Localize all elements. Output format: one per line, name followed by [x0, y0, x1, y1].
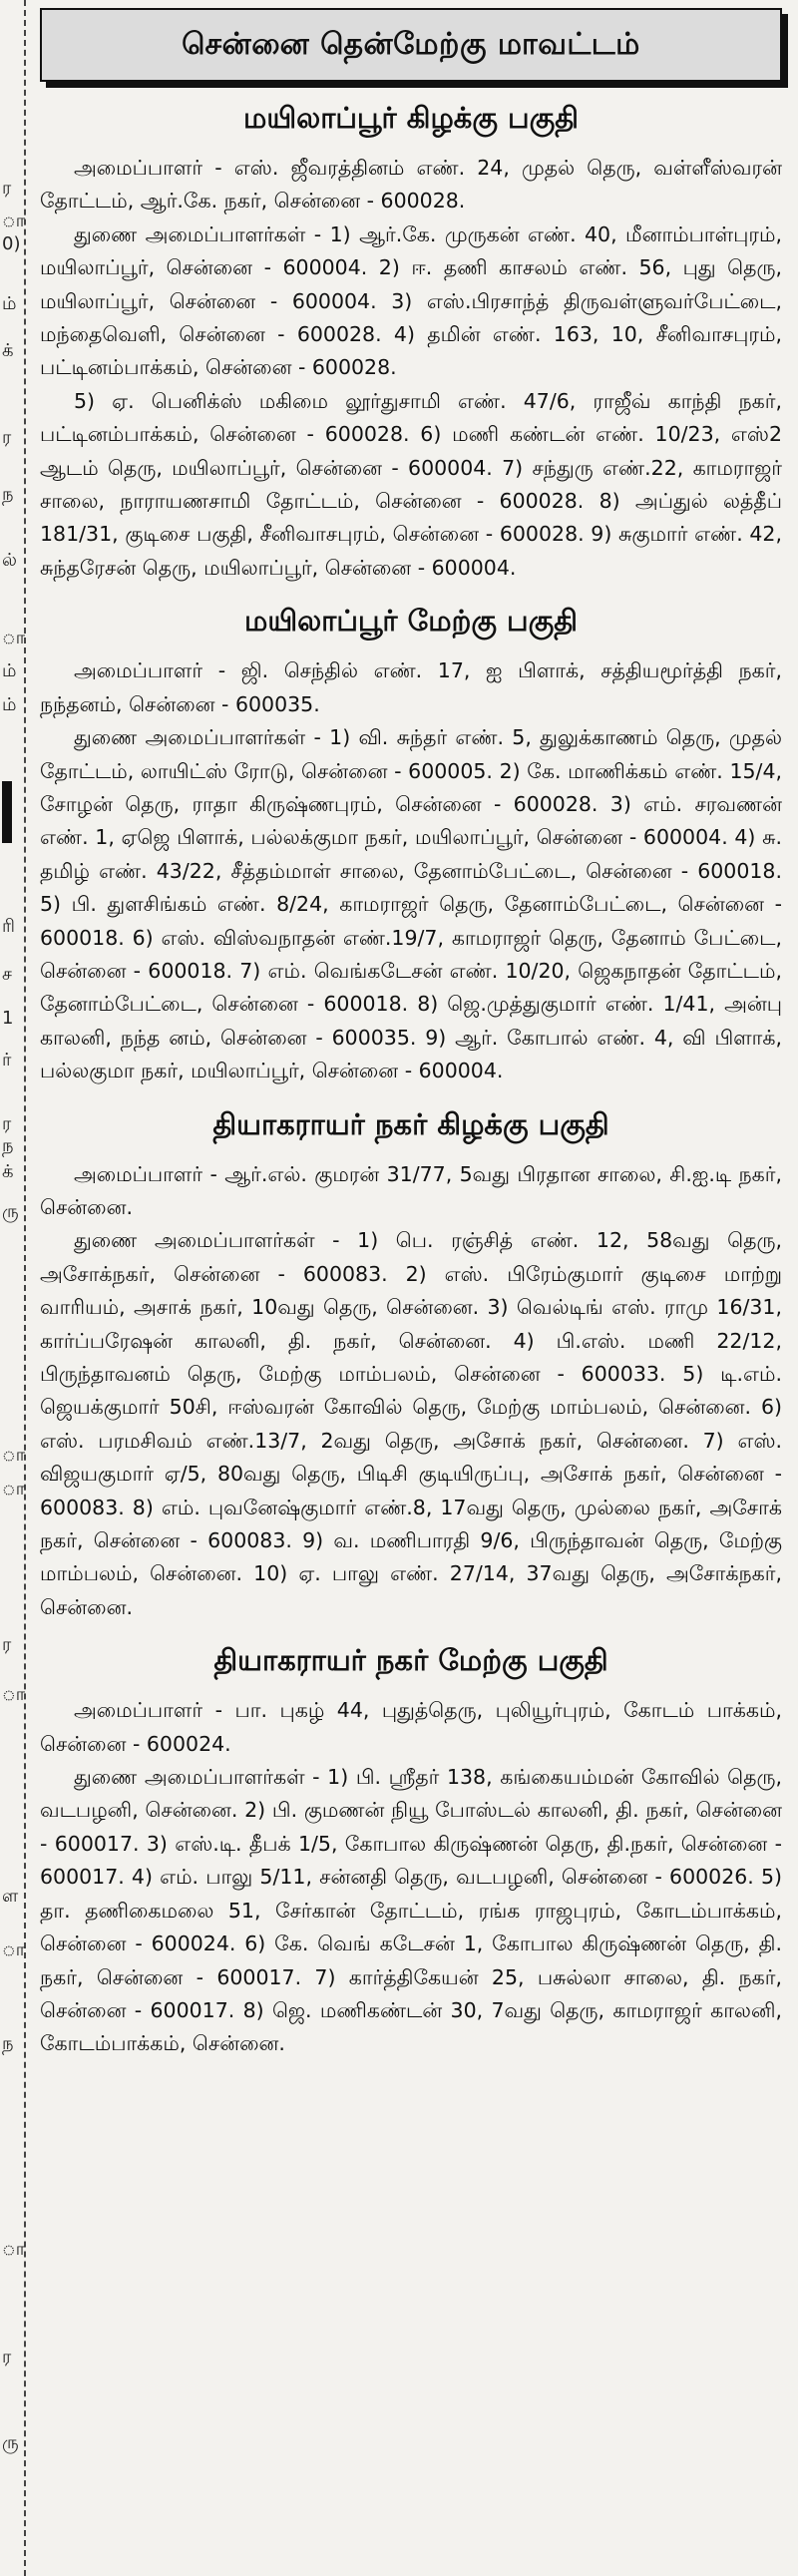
- organizer-paragraph: அமைப்பாளர் - ஆர்.எல். குமரன் 31/77, 5வது பிரதான சாலை, சி.ஐ.டி நகர், சென்னை.: [40, 1161, 782, 1219]
- organizer-paragraph: அமைப்பாளர் - ஜி. செந்தில் எண். 17, ஐ பிளாக், சத்தியமூர்த்தி நகர், நந்தனம், சென்னை - 600035.: [40, 658, 782, 716]
- section-heading: மயிலாப்பூர் கிழக்கு பகுதி: [243, 101, 579, 135]
- gutter-glyph: ர: [2, 2347, 12, 2367]
- deputy-organizers-paragraph: துணை அமைப்பாளர்கள் - 1) ஆர்.கே. முருகன் எண். 40, மீனாம்பாள்புரம், மயிலாப்பூர், சென்னை - 600004. 2) ஈ. தணி காசலம் எண். 56, புது தெரு, மயிலாப்பூர், சென்னை - 600004. 3) எஸ்.பிரசாந்த் திருவள்ளுவர்பேட்டை, மந்தைவெளி, சென்னை - 600028. 4) தமின் எண். 163, 10, சீனிவாசபுரம், பட்டினம்பாக்கம், சென்னை - 600028.: [40, 221, 782, 380]
- gutter-glyph: ந: [2, 2033, 14, 2054]
- gutter-glyph: ா: [2, 628, 26, 648]
- gutter-glyph: ா: [2, 1939, 26, 1960]
- deputy-organizers-paragraph: துணை அமைப்பாளர்கள் - 1) பெ. ரஞ்சித் எண். 12, 58வது தெரு, அசோக்நகர், சென்னை - 600083. 2) எஸ். பிரேம்குமார் குடிசை மாற்று வாரியம், அசாக் நகர், 10வது தெரு, சென்னை. 3) வெல்டிங் எஸ். ராமு 16/31, கார்ப்பரேஷன் காலனி, தி. நகர், சென்னை. 4) பி.எஸ். மணி 22/12, பிருந்தாவனம் தெரு, மேற்கு மாம்பலம், சென்னை - 600033. 5) டி.எம். ஜெயக்குமார் 50சி, ஈஸ்வரன் கோவில் தெரு, மேற்கு மாம்பலம், சென்னை. 6) எஸ். பரமசிவம் எண்.13/7, 2வது தெரு, அசோக் நகர், சென்னை. 7) எஸ். விஜயகுமார் ஏ/5, 80வது தெரு, பிடிசி குடியிருப்பு, அசோக் நகர், சென்னை - 600083. 8) எம். புவனேஷ்குமார் எண்.8, 17வது தெரு, முல்லை நகர், அசோக் நகர், சென்னை - 600083. 9) வ. மணிபாரதி 9/6, பிருந்தாவன் தெரு, மேற்கு மாம்பலம், சென்னை. 10) ஏ. பாலு எண். 27/14, 37வது தெரு, அசோக்நகர், சென்னை.: [40, 1228, 782, 1619]
- gutter-glyph: ள: [2, 1886, 19, 1907]
- section-heading: தியாகராயர் நகர் கிழக்கு பகுதி: [212, 1106, 609, 1141]
- gutter-glyph: ா: [2, 1479, 26, 1500]
- deputy-organizers-paragraph: துணை அமைப்பாளர்கள் - 1) பி. ஸ்ரீதர் 138, கங்கையம்மன் கோவில் தெரு, வடபழனி, சென்னை. 2) பி. குமணன் நியூ போஸ்டல் காலனி, தி. நகர், சென்னை - 600017. 3) எஸ்.டி. தீபக் 1/5, கோபால கிருஷ்ணன் தெரு, தி.நகர், சென்னை - 600017. 4) எம். பாலு 5/11, சன்னதி தெரு, வடபழனி, சென்னை - 600026. 5) தா. தணிகைமலை 51, சேர்கான் தோட்டம், ரங்க ராஜபுரம், கோடம்பாக்கம், சென்னை - 600024. 6) கே. வெங் கடேசன் 1, கோபால கிருஷ்ணன் தெரு, தி. நகர், சென்னை - 600017. 7) கார்த்திகேயன் 25, பசுல்லா சாலை, தி. நகர், சென்னை - 600017. 8) ஜெ. மணிகண்டன் 30, 7வது தெரு, காமராஜர் காலனி, கோடம்பாக்கம், சென்னை.: [40, 1765, 782, 2056]
- gutter-glyph: ா: [2, 211, 26, 231]
- section-tnagar-west: [40, 1640, 782, 2060]
- gutter-glyph: ம்: [2, 293, 17, 314]
- gutter-glyph: ர: [2, 427, 12, 448]
- section-mylapore-west: [40, 601, 782, 1087]
- gutter-glyph: ந: [2, 1135, 14, 1156]
- gutter-glyph: ர: [2, 1634, 12, 1655]
- deputy-organizers-paragraph: துணை அமைப்பாளர்கள் - 1) வி. சுந்தர் எண். 5, துலுக்காணம் தெரு, முதல் தோட்டம், லாயிட்ஸ் ரோடு, சென்னை - 600005. 2) கே. மாணிக்கம் எண். 15/4, சோழன் தெரு, ராதா கிருஷ்ணபுரம், சென்னை - 600028. 3) எம். சரவணன் எண். 1, ஏஜெ பிளாக், பல்லக்குமா நகர், மயிலாப்பூர், சென்னை - 600004. 4) சு. தமிழ் எண். 43/22, சீத்தம்மாள் சாலை, தேனாம்பேட்டை, சென்னை - 600018. 5) பி. துளசிங்கம் எண். 8/24, காமராஜர் தெரு, தேனாம்பேட்டை, சென்னை - 600018. 6) எஸ். விஸ்வநாதன் எண்.19/7, காமராஜர் தெரு, தேனாம் பேட்டை, சென்னை - 600018. 7) எம். வெங்கடேசன் எண். 10/20, ஜெகநாதன் தோட்டம், தேனாம்பேட்டை, சென்னை - 600018. 8) ஜெ.முத்துகுமார் எண். 1/41, அன்பு காலனி, நந்த னம், சென்னை - 600035. 9) ஆர். கோபால் எண். 4, வி பிளாக், பல்லகுமா நகர், மயிலாப்பூர், சென்னை - 600004.: [40, 725, 782, 1083]
- section-heading: தியாகராயர் நகர் மேற்கு பகுதி: [213, 1643, 608, 1678]
- organizer-paragraph: அமைப்பாளர் - எஸ். ஜீவரத்தினம் எண். 24, முதல் தெரு, வள்ளீஸ்வரன் தோட்டம், ஆர்.கே. நகர், சென்னை - 600028.: [40, 156, 782, 214]
- gutter-glyph: க்: [2, 340, 14, 361]
- gutter-glyph: ச: [2, 964, 12, 985]
- page-title: சென்னை தென்மேற்கு மாவட்டம்: [40, 8, 782, 82]
- section-tnagar-east: [40, 1104, 782, 1625]
- gutter-glyph: ம்: [2, 694, 17, 715]
- gutter-glyph: ர்: [2, 1050, 12, 1071]
- article-column: [40, 8, 782, 2061]
- gutter-glyph: க்: [2, 1161, 14, 1182]
- gutter-glyph: 0): [2, 233, 21, 254]
- gutter-glyph: ந: [2, 484, 14, 505]
- gutter-glyph: ர: [2, 1113, 12, 1134]
- gutter-glyph: ரு: [2, 1201, 19, 1222]
- gutter-glyph: ரி: [2, 916, 15, 937]
- gutter-glyph: ா: [2, 1684, 26, 1705]
- gutter-glyph: ம்: [2, 660, 17, 681]
- gutter-glyph: ர: [2, 178, 12, 199]
- deputy-organizers-paragraph-continued: 5) ஏ. பெனிக்ஸ் மகிமை லூர்துசாமி எண். 47/6, ராஜீவ் காந்தி நகர், பட்டினம்பாக்கம், சென்னை - 600028. 6) மணி கண்டன் எண். 10/23, எஸ்2 ஆடம் தெரு, மயிலாப்பூர், சென்னை - 600004. 7) சந்துரு எண்.22, காமராஜர் சாலை, நாராயணசாமி தோட்டம், சென்னை - 600028. 8) அப்துல் லத்தீப் 181/31, குடிசை பகுதி, சீனிவாசபுரம், சென்னை - 600028. 9) சுகுமார் எண். 42, சுந்தரேசன் தெரு, மயிலாப்பூர், சென்னை - 600004.: [40, 388, 782, 580]
- section-heading: மயிலாப்பூர் மேற்கு பகுதி: [244, 604, 578, 639]
- gutter-glyph: ா: [2, 1445, 26, 1466]
- gutter-glyph: 1: [2, 1008, 14, 1029]
- gutter-black-mark: [2, 781, 12, 843]
- gutter-glyph: ரு: [2, 2432, 19, 2453]
- section-mylapore-east: [40, 98, 782, 585]
- gutter-glyph: ல்: [2, 550, 17, 571]
- left-gutter-cut-column: [0, 0, 26, 2576]
- gutter-glyph: ா: [2, 2239, 26, 2260]
- organizer-paragraph: அமைப்பாளர் - பா. புகழ் 44, புதுத்தெரு, புலியூர்புரம், கோடம் பாக்கம், சென்னை - 600024.: [40, 1698, 782, 1756]
